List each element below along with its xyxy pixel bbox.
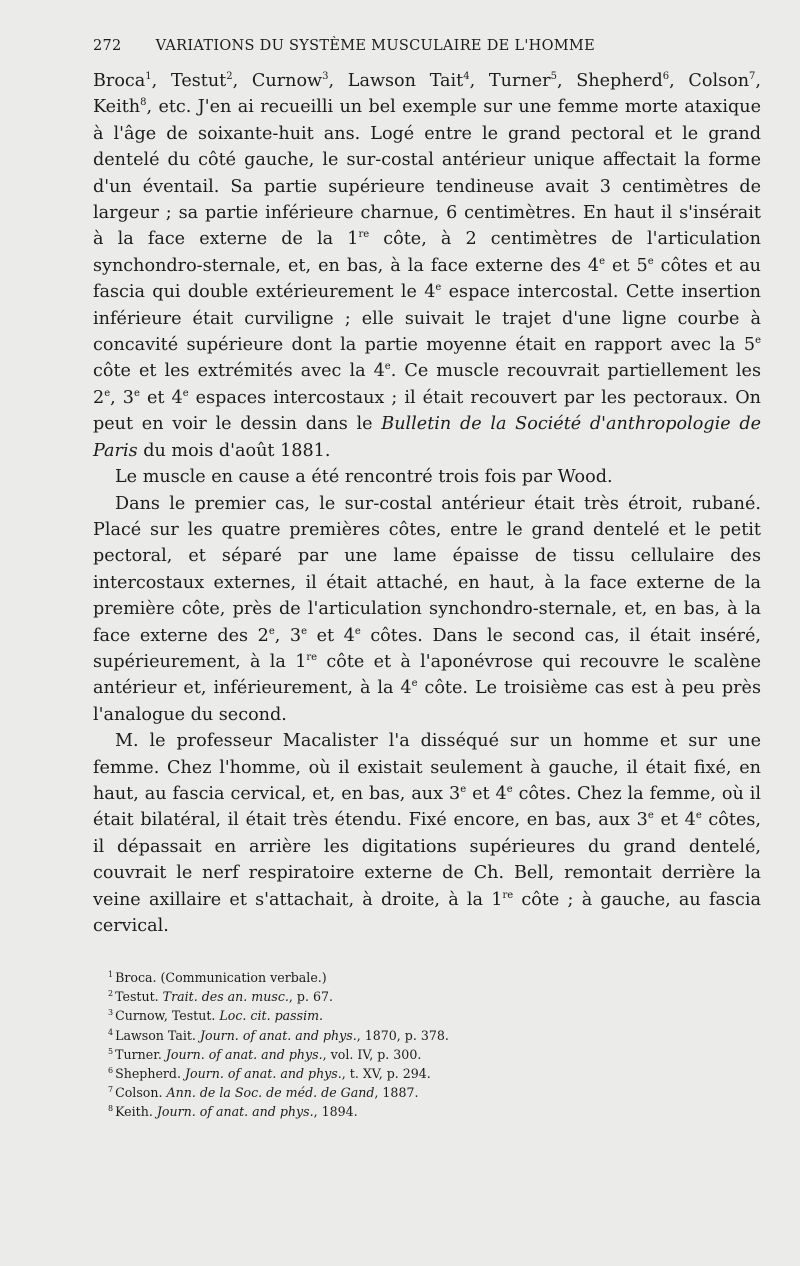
superscript: 6 bbox=[662, 71, 670, 82]
text-run: côte, à 2 centimètres de l'articulation synchondro-sternale, et, en bas, à la face externe des 4 bbox=[93, 229, 761, 276]
italic-text: Journ. of anat. and phys. bbox=[185, 1066, 342, 1082]
superscript: e bbox=[599, 255, 606, 267]
italic-text: Journ. of anat. and phys. bbox=[165, 1046, 323, 1062]
superscript: e bbox=[182, 387, 189, 399]
text-run: M. le professeur Macalister l'a disséqué sur un homme et sur une femme. Chez l'homme, où il existait seulement à gauche, il était fixé, en haut, au fascia cervical, et, en bas, aux 3 bbox=[93, 731, 761, 804]
italic-text: Bulletin de la Société d'anthropologie de Paris bbox=[93, 414, 761, 461]
text-run: , 1894. bbox=[313, 1104, 358, 1120]
footnote bbox=[108, 987, 748, 1006]
footnote-number: 2 bbox=[108, 989, 114, 999]
superscript: e bbox=[506, 783, 513, 795]
superscript: e bbox=[460, 783, 467, 795]
text-run: , 1887. bbox=[374, 1085, 419, 1101]
footnote bbox=[108, 1102, 748, 1121]
superscript: e bbox=[411, 678, 418, 690]
italic-text: Ann. de la Soc. de méd. de Gand bbox=[166, 1085, 375, 1101]
superscript: 7 bbox=[749, 71, 756, 82]
text-run: , Shepherd bbox=[556, 71, 663, 91]
text-run: côte. Le troisième cas est à peu près l'analogue du second. bbox=[93, 678, 761, 725]
superscript: e bbox=[104, 387, 111, 399]
superscript: re bbox=[502, 889, 514, 901]
text-run: espaces intercostaux ; il était recouvert par les pectoraux. On peut en voir le dessin dans le bbox=[93, 387, 761, 435]
text-run: , Keith bbox=[93, 71, 761, 118]
text-run: . Ce muscle recouvrait partiellement les 2 bbox=[93, 361, 761, 408]
text-run: côtes et au fascia qui double extérieurement le 4 bbox=[93, 255, 761, 303]
footnote bbox=[108, 968, 748, 987]
text-run: Lawson Tait. bbox=[115, 1027, 200, 1043]
text-run: Broca. (Communication verbale.) bbox=[115, 970, 327, 985]
italic-text: Journ. of anat. and phys. bbox=[156, 1104, 314, 1120]
footnote-number: 3 bbox=[108, 1008, 114, 1018]
text-run: , etc. J'en ai recueilli un bel exemple sur une femme morte ataxique à l'âge de soixante-huit ans. Logé entre le grand pectoral et le grand dentelé du côté gauche, le sur-costal antérieur unique affectait la forme d'un éventail. Sa partie supérieure tendineuse avait 3 centimètres de largeur ; sa partie inférieure charnue, 6 centimètres. En haut il s'insérait à la face externe de la 1 bbox=[93, 97, 761, 250]
footnote bbox=[108, 1045, 748, 1064]
text-run: Colson. bbox=[115, 1085, 167, 1101]
superscript: e bbox=[755, 335, 761, 347]
superscript: e bbox=[647, 810, 654, 822]
text-run: et 5 bbox=[605, 255, 648, 276]
text-run: , Curnow bbox=[232, 71, 323, 91]
text-run: côte et à l'aponévrose qui recouvre le scalène antérieur et, inférieurement, à la 4 bbox=[93, 651, 761, 699]
text-run: , 3 bbox=[110, 387, 134, 408]
superscript: e bbox=[384, 361, 391, 373]
superscript: e bbox=[133, 387, 140, 399]
text-run: et 4 bbox=[307, 625, 355, 646]
text-run: Turner. bbox=[115, 1046, 166, 1062]
text-run: côtes. Chez la femme, où il était bilatéral, il était très étendu. Fixé encore, en bas, aux 3 bbox=[93, 783, 761, 831]
text-run: espace intercostal. Cette insertion inférieure était curviligne ; elle suivait le trajet d'une ligne courbe à concavité supérieure dont la partie moyenne était en rapport avec la 5 bbox=[93, 282, 761, 356]
superscript: e bbox=[695, 810, 702, 822]
text-run: et 4 bbox=[139, 387, 183, 408]
body-text bbox=[93, 68, 761, 939]
text-run: , Colson bbox=[669, 71, 750, 91]
footnotes bbox=[108, 968, 748, 1122]
superscript: 8 bbox=[140, 97, 147, 109]
footnote-number: 4 bbox=[108, 1027, 114, 1037]
text-run: côtes, il dépassait en arrière les digitations supérieures du grand dentelé, couvrait le nerf respiratoire externe de Ch. Bell, remontait derrière la veine axillaire et s'attachait, à droite, à la 1 bbox=[93, 810, 761, 910]
paragraph bbox=[93, 464, 761, 490]
italic-text: Trait. des an. musc. bbox=[162, 989, 289, 1005]
superscript: e bbox=[268, 625, 275, 637]
paragraph bbox=[93, 491, 761, 729]
text-run: , p. 67. bbox=[288, 989, 333, 1005]
text-run: Keith. bbox=[115, 1104, 157, 1120]
superscript: e bbox=[301, 625, 308, 637]
text-run: Shepherd. bbox=[115, 1066, 185, 1082]
superscript: 1 bbox=[145, 71, 152, 82]
superscript: 5 bbox=[550, 71, 557, 82]
text-run: Dans le premier cas, le sur-costal antérieur était très étroit, rubané. Placé sur les quatre premières côtes, entre le grand dentelé et le petit pectoral, et séparé par une lame épaisse de tissu cellulaire des intercostaux externes, il était attaché, en haut, à la face externe de la première côte, près de l'articulation synchondro-sternale, et, en bas, à la face externe des 2 bbox=[93, 493, 761, 646]
text-run: , 1870, p. 378. bbox=[356, 1027, 449, 1043]
text-run: , Turner bbox=[469, 71, 551, 91]
text-run: Curnow, Testut. bbox=[115, 1008, 220, 1024]
superscript: e bbox=[435, 282, 442, 294]
footnote bbox=[108, 1026, 748, 1045]
superscript: e bbox=[354, 625, 361, 637]
text-run: côte ; à gauche, au fascia cervical. bbox=[93, 889, 761, 936]
running-title: VARIATIONS DU SYSTÈME MUSCULAIRE DE L'HOMME bbox=[155, 38, 595, 54]
text-run: Broca bbox=[93, 71, 146, 91]
text-run: du mois d'août 1881. bbox=[137, 440, 331, 461]
superscript: e bbox=[647, 255, 654, 267]
text-run: , Lawson Tait bbox=[328, 71, 464, 91]
footnote-number: 8 bbox=[108, 1104, 114, 1114]
text-run: , t. XV, p. 294. bbox=[341, 1066, 431, 1082]
italic-text: Loc. cit. passim. bbox=[219, 1008, 324, 1024]
text-run: côte et les extrémités avec la 4 bbox=[93, 361, 385, 382]
text-run: , vol. IV, p. 300. bbox=[322, 1046, 422, 1062]
footnote-number: 7 bbox=[108, 1085, 114, 1095]
paragraph bbox=[93, 68, 761, 464]
superscript: 3 bbox=[322, 71, 329, 82]
superscript: 2 bbox=[226, 71, 233, 82]
footnote-number: 6 bbox=[108, 1066, 114, 1076]
footnote bbox=[108, 1006, 748, 1025]
text-run: , Testut bbox=[151, 71, 227, 91]
paragraph bbox=[93, 728, 761, 939]
text-run: Testut. bbox=[115, 989, 163, 1005]
superscript: re bbox=[306, 651, 318, 663]
footnote bbox=[108, 1064, 748, 1083]
text-run: et 4 bbox=[653, 810, 696, 831]
superscript: re bbox=[358, 229, 370, 241]
running-head bbox=[93, 38, 640, 54]
italic-text: Journ. of anat. and phys. bbox=[199, 1027, 357, 1043]
text-run: , 3 bbox=[274, 625, 302, 646]
text-run: côtes. Dans le second cas, il était inséré, supérieurement, à la 1 bbox=[93, 625, 761, 672]
superscript: 4 bbox=[463, 71, 470, 82]
footnote-number: 5 bbox=[108, 1046, 114, 1056]
footnote-number: 1 bbox=[108, 970, 114, 979]
footnote bbox=[108, 1083, 748, 1102]
text-run: Le muscle en cause a été rencontré trois fois par Wood. bbox=[115, 467, 613, 488]
page-number: 272 bbox=[93, 38, 122, 54]
text-run: et 4 bbox=[466, 783, 507, 804]
